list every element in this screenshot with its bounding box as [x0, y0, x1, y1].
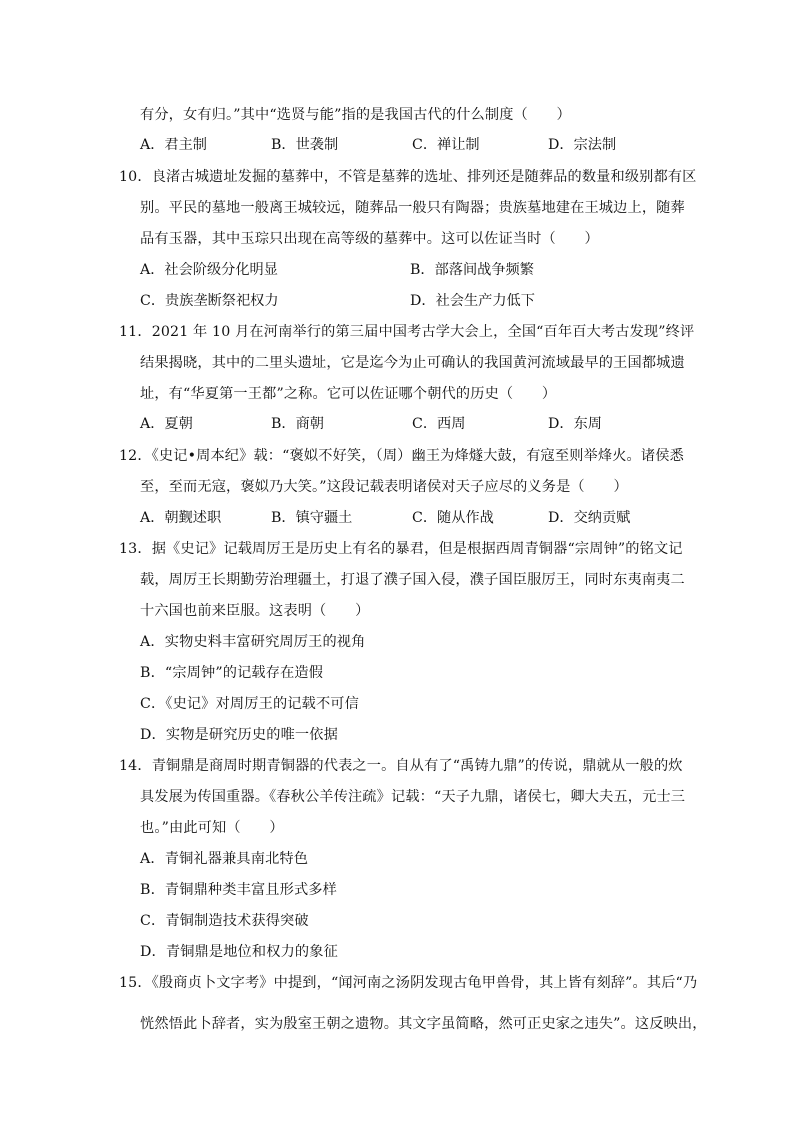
- question-text-line: 恍然悟此卜辞者，实为殷室王朝之遗物。其文字虽简略，然可正史家之违失”。这反映出，: [140, 1016, 707, 1032]
- answer-option: B．青铜鼎种类丰富且形式多样: [140, 882, 337, 898]
- question-text-line: 别。平民的墓地一般离王城较远，随葬品一般只有陶器；贵族墓地建在王城边上，随葬: [140, 200, 685, 216]
- question-text-line: 载，周厉王长期勤劳治理疆土，打退了濮子国入侵，濮子国臣服厉王，同时东夷南夷二: [140, 572, 685, 588]
- answer-options-row: [140, 509, 700, 527]
- answer-option: B．“宗周钟”的记载存在造假: [140, 665, 324, 681]
- answer-option: C．《史记》对周厉王的记载不可信: [140, 696, 359, 712]
- answer-option: B．镇守疆土: [271, 510, 353, 526]
- question-text-line: 品有玉器，其中玉琮只出现在高等级的墓葬中。这可以佐证当时（ ）: [140, 231, 599, 247]
- question-stem: 13．据《史记》记载周厉王是历史上有名的暴君，但是根据西周青铜器“宗周钟”的铭文记: [119, 541, 683, 557]
- answer-option: A．实物史料丰富研究周厉王的视角: [140, 634, 366, 650]
- answer-option: C．贵族垄断祭祀权力: [140, 293, 279, 309]
- answer-option: A．朝觐述职: [140, 510, 222, 526]
- answer-option: A．君主制: [140, 137, 207, 153]
- answer-option: C．西周: [412, 416, 466, 432]
- question-stem: 12．《史记•周本纪》载：“褒姒不好笑，（周）幽王为烽燧大鼓，有寇至则举烽火。诸侯悉: [119, 448, 684, 464]
- answer-option: B．世袭制: [271, 137, 339, 153]
- answer-option: C．禅让制: [412, 137, 480, 153]
- answer-option: A．夏朝: [140, 416, 193, 432]
- answer-option: D．宗法制: [548, 137, 617, 153]
- answer-option: B．商朝: [271, 416, 324, 432]
- question-text-line: 址，有“华夏第一王都”之称。它可以佐证哪个朝代的历史（ ）: [140, 386, 557, 402]
- answer-option: D．东周: [548, 416, 602, 432]
- question-text-line: 至，至而无寇，褒姒乃大笑。”这段记载表明诸侯对天子应尽的义务是（ ）: [140, 479, 628, 495]
- question-stem: 14．青铜鼎是商周时期青铜器的代表之一。自从有了“禹铸九鼎”的传说，鼎就从一般的炊: [119, 758, 683, 774]
- answer-options-row: [140, 136, 700, 154]
- question-stem: 15．《殷商贞卜文字考》中提到，“闻河南之汤阴发现古龟甲兽骨，其上皆有刻辞”。其后“乃: [119, 975, 698, 991]
- answer-option: A．社会阶级分化明显: [140, 262, 278, 278]
- question-text-line: 十六国也前来臣服。这表明（ ）: [140, 603, 370, 619]
- question-stem: 10．良渚古城遗址发掘的墓葬中，不管是墓葬的选址、排列还是随葬品的数量和级别都有区: [119, 169, 697, 185]
- answer-option: D．实物是研究历史的唯一依据: [140, 727, 338, 743]
- question-text-line: 具发展为传国重器。《春秋公羊传注疏》记载：“天子九鼎，诸侯七，卿大夫五，元士三: [140, 789, 686, 805]
- question-stem: 11．2021 年 10 月在河南举行的第三届中国考古学大会上，全国“百年百大考古发现”终评: [119, 324, 695, 340]
- answer-option: D．交纳贡赋: [548, 510, 631, 526]
- question-text-line: 结果揭晓，其中的二里头遗址，它是迄今为止可确认的我国黄河流域最早的王国都城遗: [140, 355, 685, 371]
- answer-option: C．青铜制造技术获得突破: [140, 913, 309, 929]
- answer-option: D．社会生产力低下: [410, 293, 535, 309]
- answer-options-row: [140, 292, 700, 310]
- question-text-line: 也。”由此可知（ ）: [140, 820, 284, 836]
- answer-option: A．青铜礼器兼具南北特色: [140, 851, 309, 867]
- answer-option: B．部落间战争频繁: [410, 262, 534, 278]
- answer-option: C．随从作战: [412, 510, 494, 526]
- answer-options-row: [140, 415, 700, 433]
- question-text-line: 有分，女有归。”其中“选贤与能”指的是我国古代的什么制度（ ）: [140, 107, 571, 123]
- answer-option: D．青铜鼎是地位和权力的象征: [140, 944, 338, 960]
- answer-options-row: [140, 261, 700, 279]
